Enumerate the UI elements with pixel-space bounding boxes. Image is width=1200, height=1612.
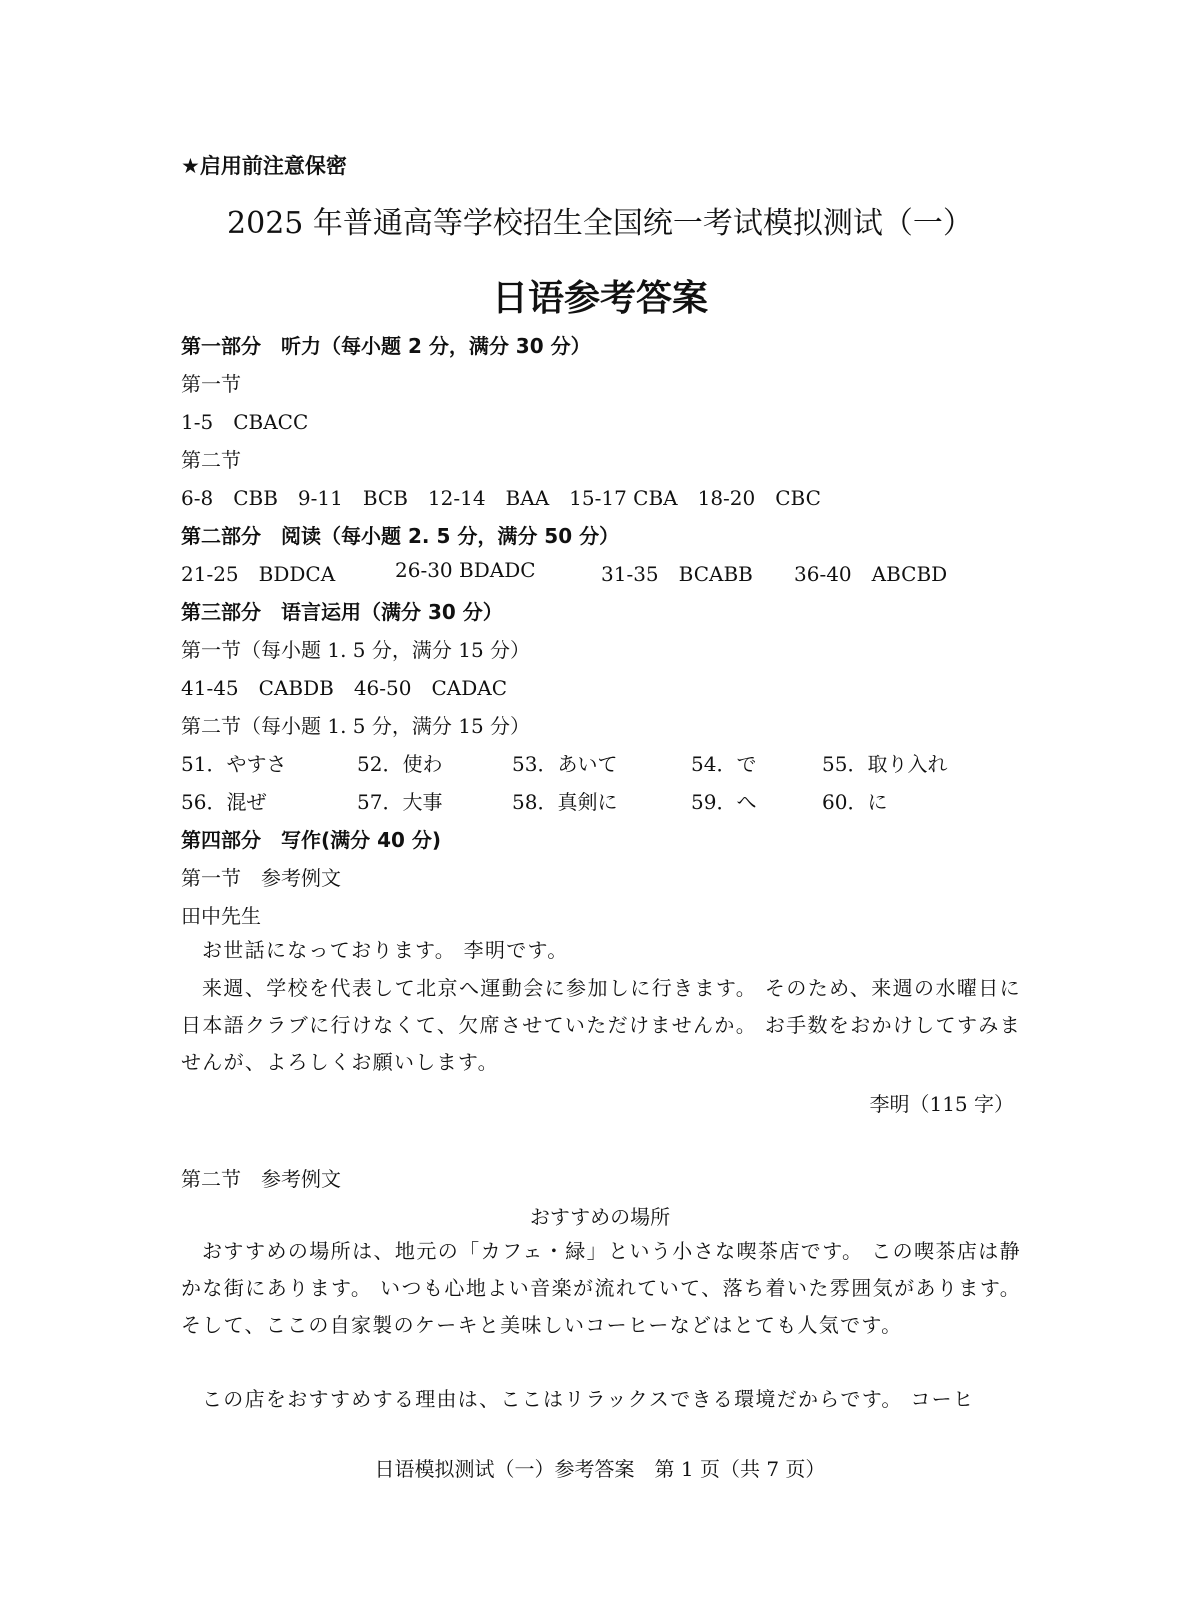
part3-section1-label: 第一节（每小题 1. 5 分，满分 15 分） xyxy=(181,638,531,662)
part4-section2-label: 第二节 参考例文 xyxy=(181,1167,341,1191)
part2-answer-group: 26-30 BDADC xyxy=(395,558,536,582)
part1-section2-label: 第二节 xyxy=(181,448,241,472)
letter-paragraph: お世話になっております。 李明です。 xyxy=(202,938,569,962)
fill-in-answer: 60．に xyxy=(822,790,888,814)
fill-in-answer: 55．取り入れ xyxy=(822,752,948,776)
part1-section1-label: 第一节 xyxy=(181,372,241,396)
part3-section2-label: 第二节（每小题 1. 5 分，满分 15 分） xyxy=(181,714,531,738)
part2-heading: 第二部分 阅读（每小题 2. 5 分，满分 50 分） xyxy=(181,524,620,548)
part2-answer-group: 21-25 BDDCA xyxy=(181,562,336,586)
answer-key-title: 日语参考答案 xyxy=(491,278,708,319)
part3-heading: 第三部分 语言运用（满分 30 分） xyxy=(181,600,503,624)
essay-title: おすすめの場所 xyxy=(529,1205,671,1229)
confidential-notice: ★启用前注意保密 xyxy=(181,154,347,178)
part4-heading: 第四部分 写作(满分 40 分) xyxy=(181,828,442,852)
fill-in-answer: 51．やすさ xyxy=(181,752,287,776)
essay-paragraph: おすすめの場所は、地元の「カフェ・緑」という小さな喫茶店です。 この喫茶店は静かな街にあります。 いつも心地よい音楽が流れていて、落ち着いた雰囲気があります。 そして、ここの自家製のケーキと美味しいコーヒーなどはとても人気です。 xyxy=(181,1239,1021,1337)
fill-in-answer: 58．真剣に xyxy=(512,790,618,814)
exam-title: 2025 年普通高等学校招生全国统一考试模拟测试（一） xyxy=(227,206,973,241)
part1-section1-answers: 1-5 CBACC xyxy=(181,410,309,434)
part1-section2-answers: 6-8 CBB 9-11 BCB 12-14 BAA 15-17 CBA 18-20 CBC xyxy=(181,486,821,510)
part4-section1-label: 第一节 参考例文 xyxy=(181,866,341,890)
essay-paragraph: この店をおすすめする理由は、ここはリラックスできる環境だからです。 コーヒ xyxy=(202,1387,975,1411)
part2-answer-group: 36-40 ABCBD xyxy=(794,562,948,586)
letter-paragraph: 来週、学校を代表して北京へ運動会に参加しに行きます。 そのため、来週の水曜日に日本語クラブに行けなくて、欠席させていただけませんか。 お手数をおかけしてすみませんが、よろしくお願いします。 xyxy=(181,976,1021,1074)
fill-in-answer: 52．使わ xyxy=(357,752,443,776)
part2-answer-group: 31-35 BCABB xyxy=(601,562,753,586)
fill-in-answer: 53．あいて xyxy=(512,752,618,776)
page-footer: 日语模拟测试（一）参考答案 第 1 页（共 7 页） xyxy=(374,1457,826,1481)
part1-heading: 第一部分 听力（每小题 2 分，满分 30 分） xyxy=(181,334,591,358)
letter-salutation: 田中先生 xyxy=(181,904,261,928)
letter-signature: 李明（115 字） xyxy=(869,1092,1014,1116)
fill-in-answer: 59．へ xyxy=(691,790,757,814)
fill-in-answer: 56．混ぜ xyxy=(181,790,267,814)
fill-in-answer: 57．大事 xyxy=(357,790,443,814)
fill-in-answer: 54．で xyxy=(691,752,757,776)
part3-section1-answers: 41-45 CABDB 46-50 CADAC xyxy=(181,676,508,700)
